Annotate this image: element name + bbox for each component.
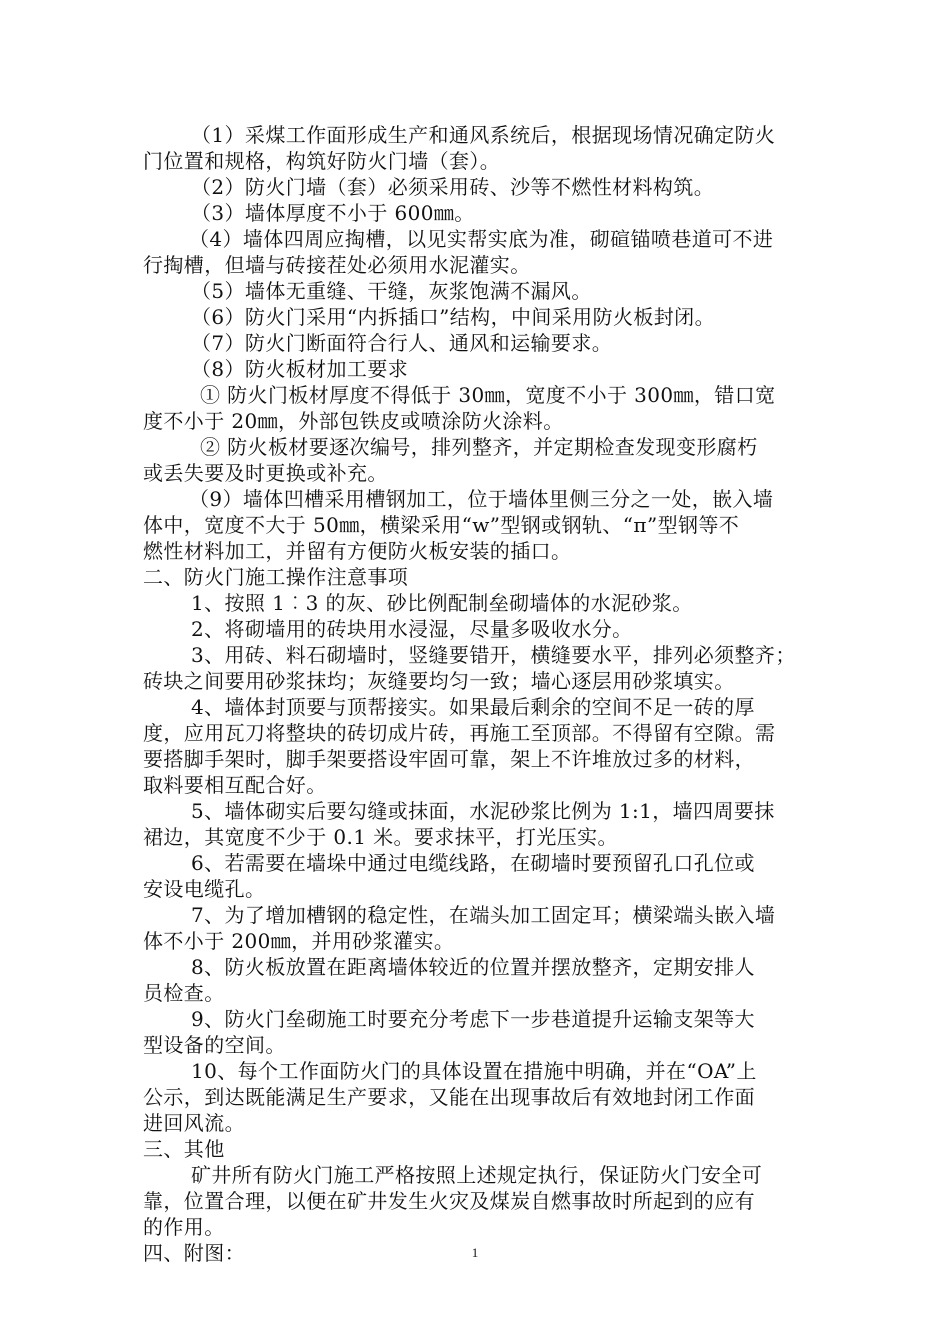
paragraph-line: 2、将砌墙用的砖块用水浸湿，尽量多吸收水分。 [191,617,633,641]
paragraph-line: 5、墙体砌实后要勾缝或抹面，水泥砂浆比例为 1:1，墙四周要抹 [191,799,775,823]
paragraph-line: 公示，到达既能满足生产要求，又能在出现事故后有效地封闭工作面 [143,1085,755,1109]
paragraph-line: 的作用。 [143,1215,225,1239]
paragraph-line: 或丢失要及时更换或补充。 [143,461,388,485]
paragraph-line: 安设电缆孔。 [143,877,266,901]
paragraph-line: ① 防火门板材厚度不得低于 30㎜，宽度不小于 300㎜，错口宽 [200,383,776,407]
section-heading: 三、其他 [143,1137,225,1161]
paragraph-line: 10、每个工作面防火门的具体设置在措施中明确，并在“OA”上 [191,1059,757,1083]
paragraph-line: 门位置和规格，构筑好防火门墙（套）。 [143,149,501,173]
paragraph-line: （6）防火门采用“内拆插口”结构，中间采用防火板封闭。 [191,305,715,329]
section-heading: 二、防火门施工操作注意事项 [143,565,409,589]
paragraph-line: （9）墙体凹槽采用槽钢加工，位于墙体里侧三分之一处，嵌入墙 [189,487,774,511]
paragraph-line: 7、为了增加槽钢的稳定性，在端头加工固定耳；横梁端头嵌入墙 [191,903,776,927]
paragraph-line: 8、防火板放置在距离墙体较近的位置并摆放整齐，定期安排人 [191,955,755,979]
paragraph-line: 进回风流。 [143,1111,245,1135]
paragraph-line: 9、防火门垒砌施工时要充分考虑下一步巷道提升运输支架等大 [191,1007,755,1031]
paragraph-line: 取料要相互配合好。 [143,773,327,797]
paragraph-line: 型设备的空间。 [143,1033,286,1057]
paragraph-line: 要搭脚手架时，脚手架要搭设牢固可靠，架上不许堆放过多的材料， [143,747,755,771]
paragraph-line: 体中，宽度不大于 50㎜，横梁采用“w”型钢或钢轨、“π”型钢等不 [143,513,740,537]
paragraph-line: （3）墙体厚度不小于 600㎜。 [191,201,475,225]
paragraph-line: （4）墙体四周应掏槽，以见实帮实底为准，砌碹锚喷巷道可不进 [189,227,774,251]
paragraph-line: 行掏槽，但墙与砖接茬处必须用水泥灌实。 [143,253,531,277]
paragraph-line: 3、用砖、料石砌墙时，竖缝要错开，横缝要水平，排列必须整齐； [191,643,796,667]
paragraph-line: 靠，位置合理，以便在矿井发生火灾及煤炭自燃事故时所起到的应有 [143,1189,755,1213]
paragraph-line: 度不小于 20㎜，外部包铁皮或喷涂防火涂料。 [143,409,564,433]
paragraph-line: 1、按照 1︰3 的灰、砂比例配制垒砌墙体的水泥砂浆。 [191,591,693,615]
paragraph-line: 度，应用瓦刀将整块的砖切成片砖，再施工至顶部。不得留有空隙。需 [143,721,776,745]
paragraph-line: 燃性材料加工，并留有方便防火板安装的插口。 [143,539,572,563]
paragraph-line: 6、若需要在墙垛中通过电缆线路，在砌墙时要预留孔口孔位或 [191,851,755,875]
section-heading: 四、附图： [143,1241,245,1265]
paragraph-line: （1）采煤工作面形成生产和通风系统后，根据现场情况确定防火 [191,123,776,147]
paragraph-line: 砖块之间要用砂浆抹均；灰缝要均匀一致；墙心逐层用砂浆填实。 [143,669,735,693]
paragraph-line: （2）防火门墙（套）必须采用砖、沙等不燃性材料构筑。 [191,175,715,199]
paragraph-line: （8）防火板材加工要求 [191,357,409,381]
paragraph-line: 裙边，其宽度不少于 0.1 米。要求抹平，打光压实。 [143,825,618,849]
paragraph-line: 矿井所有防火门施工严格按照上述规定执行，保证防火门安全可 [191,1163,763,1187]
paragraph-line: 员检查。 [143,981,225,1005]
paragraph-line: （5）墙体无重缝、干缝，灰浆饱满不漏风。 [191,279,592,303]
paragraph-line: 体不小于 200㎜，并用砂浆灌实。 [143,929,455,953]
page-number: 1 [471,1245,479,1260]
paragraph-line: ② 防火板材要逐次编号，排列整齐，并定期检查发现变形腐朽 [200,435,758,459]
paragraph-line: （7）防火门断面符合行人、通风和运输要求。 [191,331,613,355]
paragraph-line: 4、墙体封顶要与顶帮接实。如果最后剩余的空间不足一砖的厚 [191,695,755,719]
